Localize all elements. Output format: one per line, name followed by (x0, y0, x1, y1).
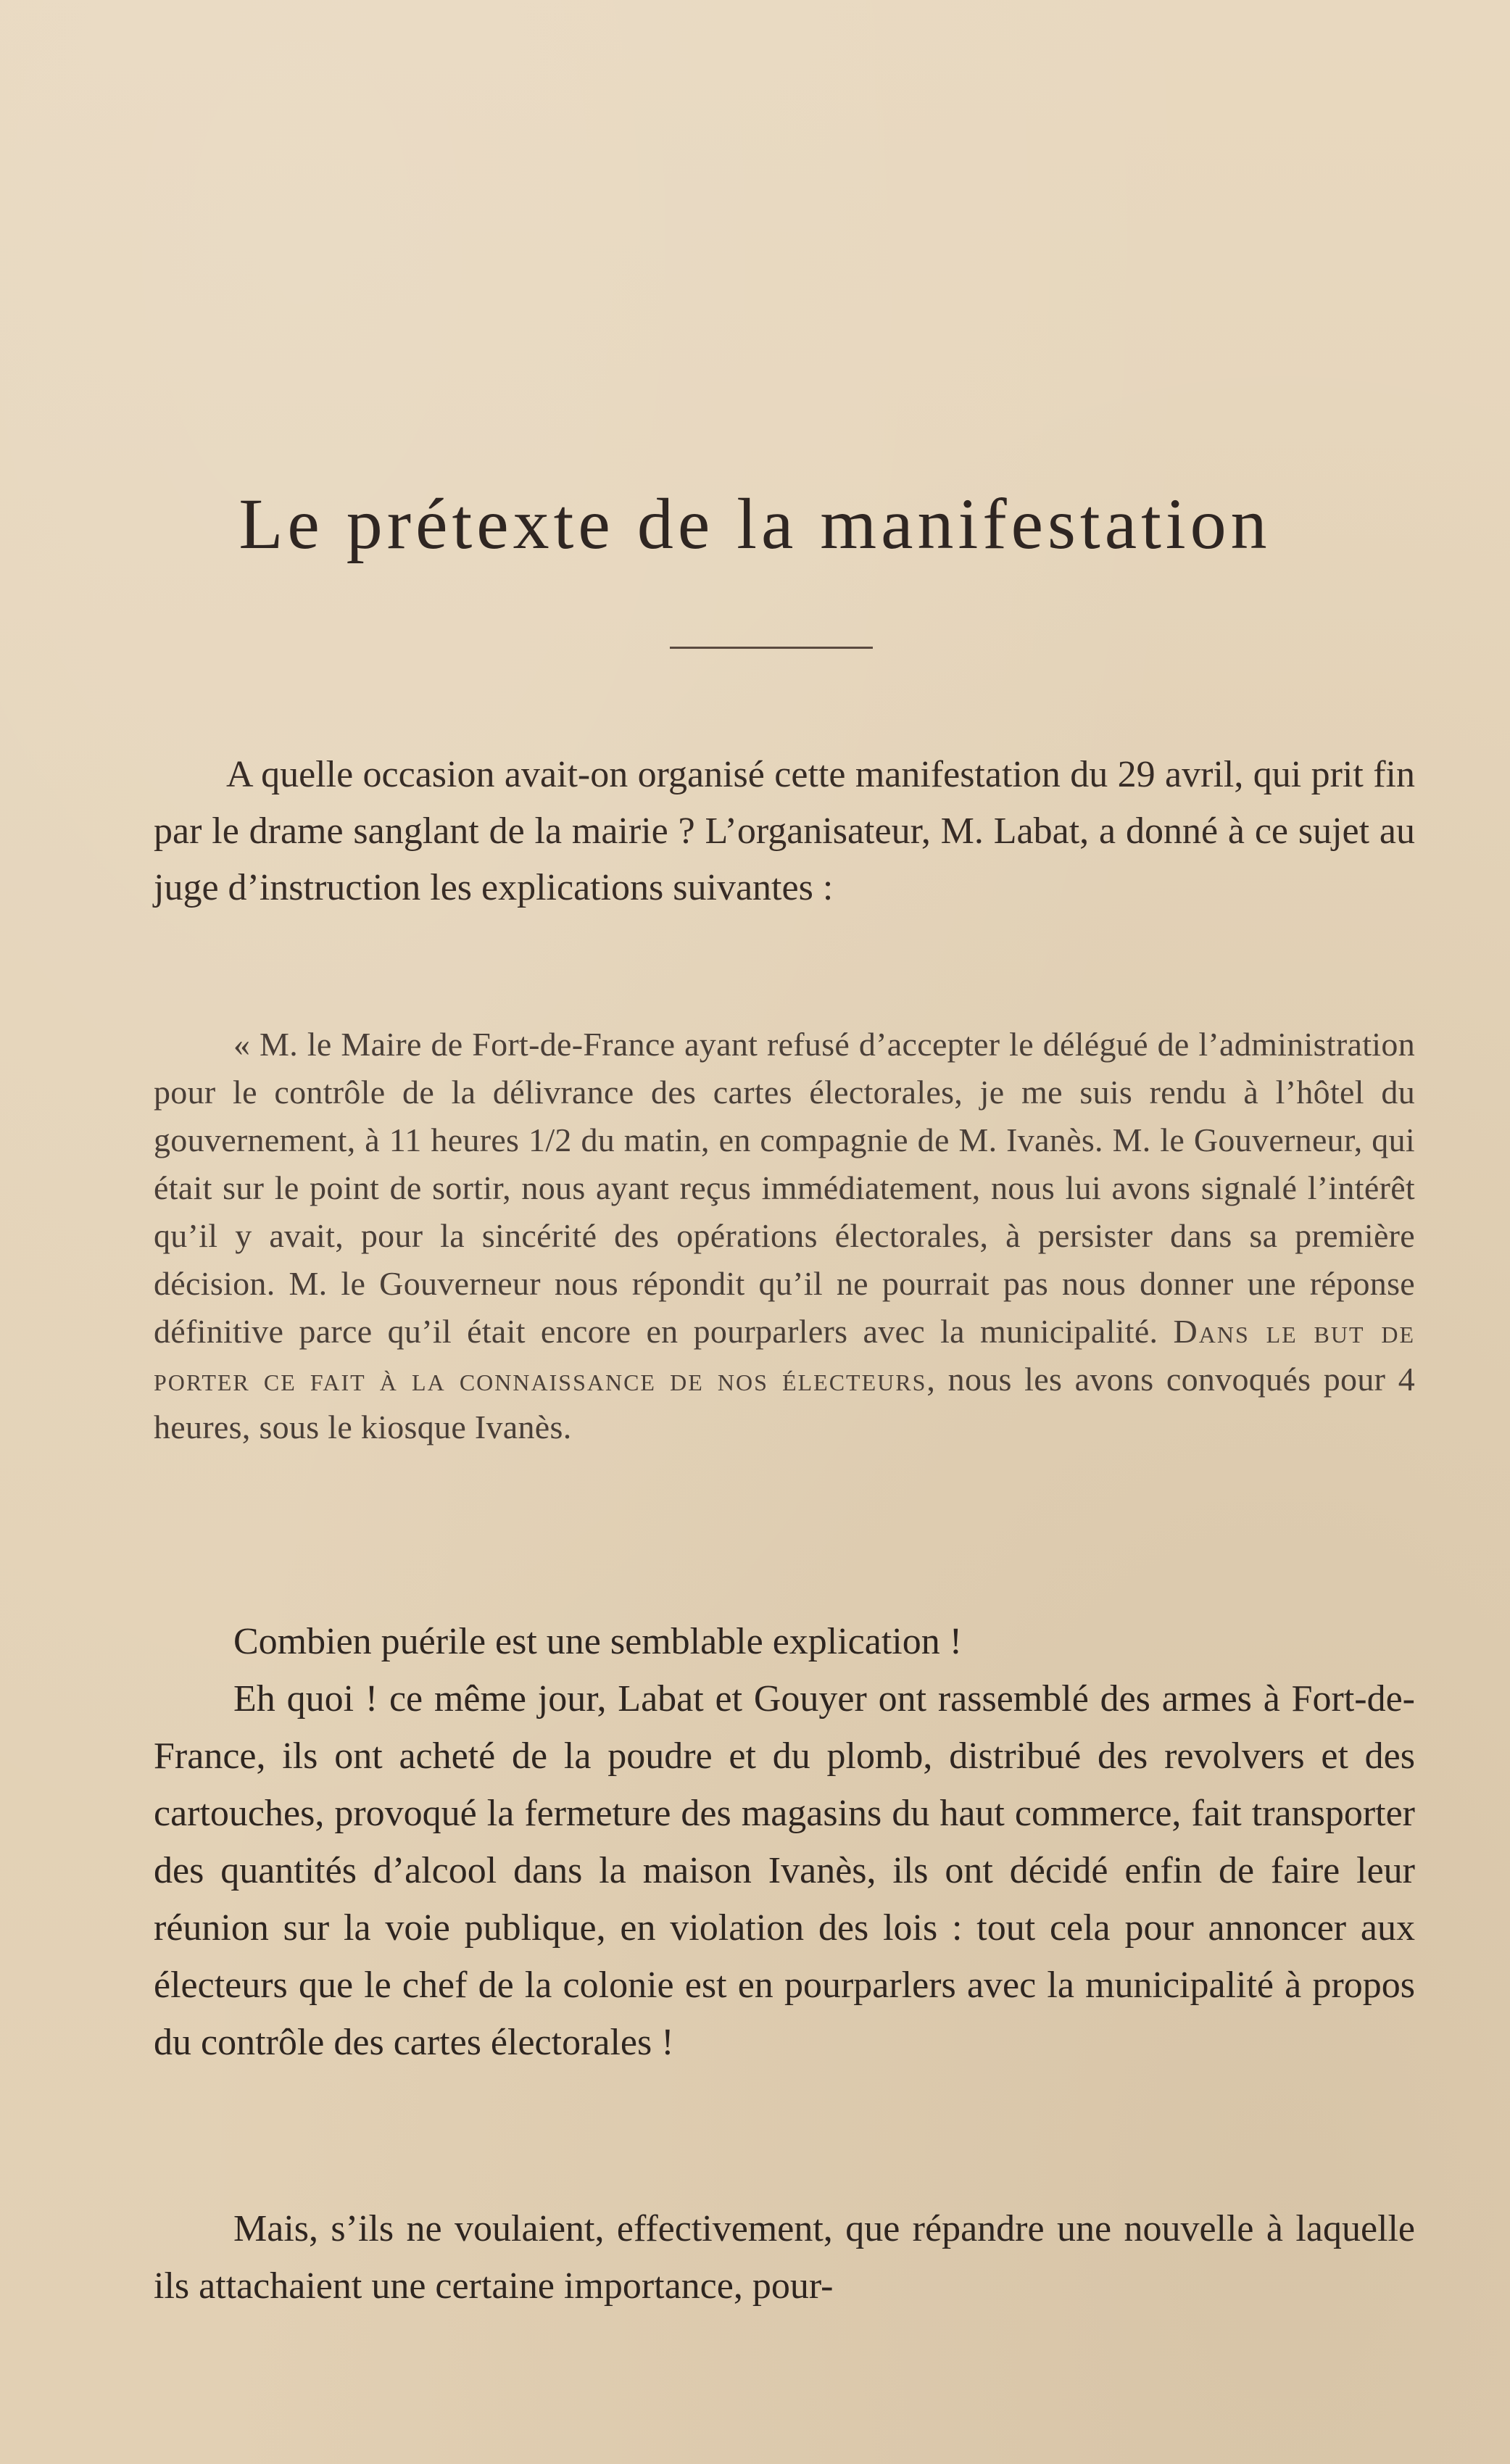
quote-text-end: , nous les avons convoqués pour 4 heures, sous le kiosque Ivanès. (154, 1361, 1416, 1445)
closing-text: Mais, s’ils ne voulaient, effectivement, que répandre une nouvelle à laquelle ils attachaient une certaine importance, pour- (154, 2208, 1415, 2307)
title-divider (670, 647, 873, 649)
closing-paragraph (154, 2200, 1415, 2315)
intro-text: A quelle occasion avait-on organisé cette manifestation du 29 avril, qui prit fin par le drame sanglant de la mairie ? L’organisateur, M. Labat, a donné à ce sujet au juge d’instruction les explications suivantes : (154, 754, 1415, 908)
quoted-testimony (154, 1021, 1415, 1451)
intro-paragraph (154, 747, 1415, 916)
commentary-text: Eh quoi ! ce même jour, Labat et Gouyer ont rassemblé des armes à Fort-de-France, ils ont acheté de la poudre et du plomb, distribué des revolvers et des cartouches, provoqué la fermeture des magasins du haut commerce, fait transporter des quantités d’alcool dans la maison Ivanès, ils ont décidé enfin de faire leur réunion sur la voie publique, en violation des lois : tout cela pour annoncer aux électeurs que le chef de la colonie est en pourparlers avec la municipalité à propos du contrôle des cartes électorales ! (154, 1678, 1415, 2063)
chapter-title: Le prétexte de la manifestation (238, 484, 1272, 564)
commentary-paragraph (154, 1613, 1415, 2071)
quote-smallcaps: Dans le but de porter ce fait à la connaissance de nos électeurs (154, 1313, 1415, 1398)
commentary-exclamation: Combien puérile est une semblable explication ! (233, 1621, 963, 1662)
quote-text-start: « M. le Maire de Fort-de-France ayant refusé d’accepter le délégué de l’administration pour le contrôle de la délivrance des cartes électorales, je me suis rendu à l’hôtel du gouvernement, à 11 heures 1/2 du matin, en compagnie de M. Ivanès. M. le Gouverneur, qui était sur le point de sortir, nous ayant reçus immédiatement, nous lui avons signalé l’intérêt qu’il y avait, pour la sincérité des opérations électorales, à persister dans sa première décision. M. le Gouverneur nous répondit qu’il ne pourrait pas nous donner une réponse définitive parce qu’il était encore en pourparlers avec la municipalité. (154, 1026, 1415, 1350)
